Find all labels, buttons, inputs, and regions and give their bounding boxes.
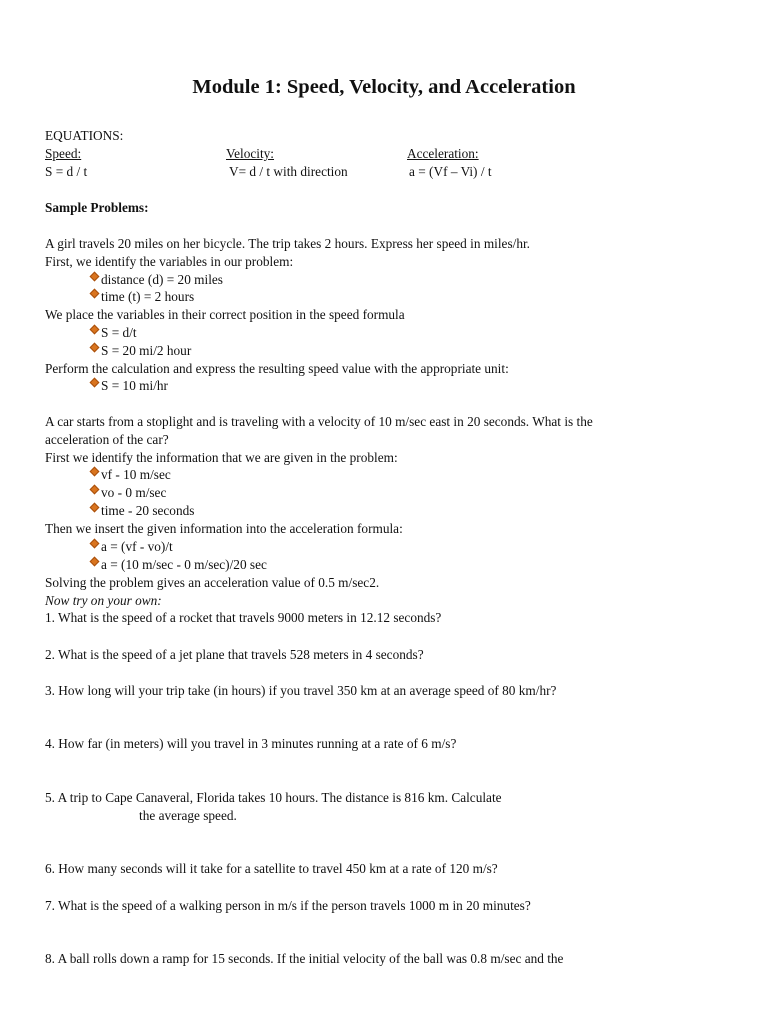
bullet-text: a = (vf - vo)/t (101, 539, 173, 554)
diamond-bullet-icon (90, 272, 100, 282)
sample1-prompt: A girl travels 20 miles on her bicycle. The trip takes 2 hours. Express her speed in miles/hr. (45, 236, 530, 251)
bullet-text: S = 20 mi/2 hour (101, 343, 192, 358)
bullet-text: time - 20 seconds (101, 503, 195, 518)
velocity-label: Velocity: (226, 146, 275, 161)
diamond-bullet-icon (90, 467, 100, 477)
list-item (91, 342, 191, 359)
sample2-result: Solving the problem gives an acceleration value of 0.5 m/sec2. (45, 575, 380, 590)
bullet-text: S = d/t (101, 325, 137, 340)
diamond-bullet-icon (90, 325, 100, 335)
bullet-text: vf - 10 m/sec (101, 467, 171, 482)
page-title: Module 1: Speed, Velocity, and Acceleration (192, 76, 576, 98)
diamond-bullet-icon (90, 485, 100, 495)
try-on-your-own-heading: Now try on your own: (45, 593, 162, 608)
question-3: 3. How long will your trip take (in hours) if you travel 350 km at an average speed of 80 km/hr? (45, 683, 557, 698)
question-5-continued: the average speed. (139, 808, 237, 823)
speed-label: Speed: (45, 146, 82, 161)
bullet-text: S = 10 mi/hr (101, 378, 168, 393)
bullet-text: time (t) = 2 hours (101, 289, 195, 304)
sample2-step2: Then we insert the given information into the acceleration formula: (45, 521, 403, 536)
acceleration-label: Acceleration: (407, 146, 479, 161)
question-1: 1. What is the speed of a rocket that travels 9000 meters in 12.12 seconds? (45, 610, 442, 625)
list-item (91, 466, 171, 483)
sample2-prompt-line1: A car starts from a stoplight and is traveling with a velocity of 10 m/sec east in 20 seconds. What is the (45, 414, 593, 429)
bullet-text: distance (d) = 20 miles (101, 272, 223, 287)
sample1-step1: First, we identify the variables in our problem: (45, 254, 294, 269)
diamond-bullet-icon (90, 557, 100, 567)
acceleration-formula: a = (Vf – Vi) / t (409, 164, 492, 179)
diamond-bullet-icon (90, 378, 100, 388)
list-item (91, 271, 223, 288)
bullet-text: vo - 0 m/sec (101, 485, 167, 500)
list-item (91, 556, 267, 573)
question-4: 4. How far (in meters) will you travel in 3 minutes running at a rate of 6 m/s? (45, 736, 457, 751)
sample-problems-heading: Sample Problems: (45, 200, 149, 215)
diamond-bullet-icon (90, 343, 100, 353)
velocity-formula: V= d / t with direction (229, 164, 348, 179)
question-6: 6. How many seconds will it take for a satellite to travel 450 km at a rate of 120 m/s? (45, 861, 498, 876)
diamond-bullet-icon (90, 539, 100, 549)
sample2-step1: First we identify the information that we are given in the problem: (45, 450, 398, 465)
question-8: 8. A ball rolls down a ramp for 15 seconds. If the initial velocity of the ball was 0.8 m/sec and the (45, 951, 564, 966)
sample1-step2: We place the variables in their correct position in the speed formula (45, 307, 405, 322)
list-item (91, 324, 137, 341)
speed-formula: S = d / t (45, 164, 88, 179)
question-5: 5. A trip to Cape Canaveral, Florida takes 10 hours. The distance is 816 km. Calculate (45, 790, 502, 805)
sample2-prompt-line2: acceleration of the car? (45, 432, 169, 447)
bullet-text: a = (10 m/sec - 0 m/sec)/20 sec (101, 557, 267, 572)
question-7: 7. What is the speed of a walking person in m/s if the person travels 1000 m in 20 minutes? (45, 898, 531, 913)
list-item (91, 538, 173, 555)
list-item (91, 377, 168, 394)
diamond-bullet-icon (90, 289, 100, 299)
list-item (91, 288, 194, 305)
question-2: 2. What is the speed of a jet plane that travels 528 meters in 4 seconds? (45, 647, 424, 662)
sample1-step3: Perform the calculation and express the resulting speed value with the appropriate unit: (45, 361, 509, 376)
list-item (91, 484, 166, 501)
equations-heading: EQUATIONS: (45, 128, 124, 143)
diamond-bullet-icon (90, 503, 100, 513)
list-item (91, 502, 194, 519)
